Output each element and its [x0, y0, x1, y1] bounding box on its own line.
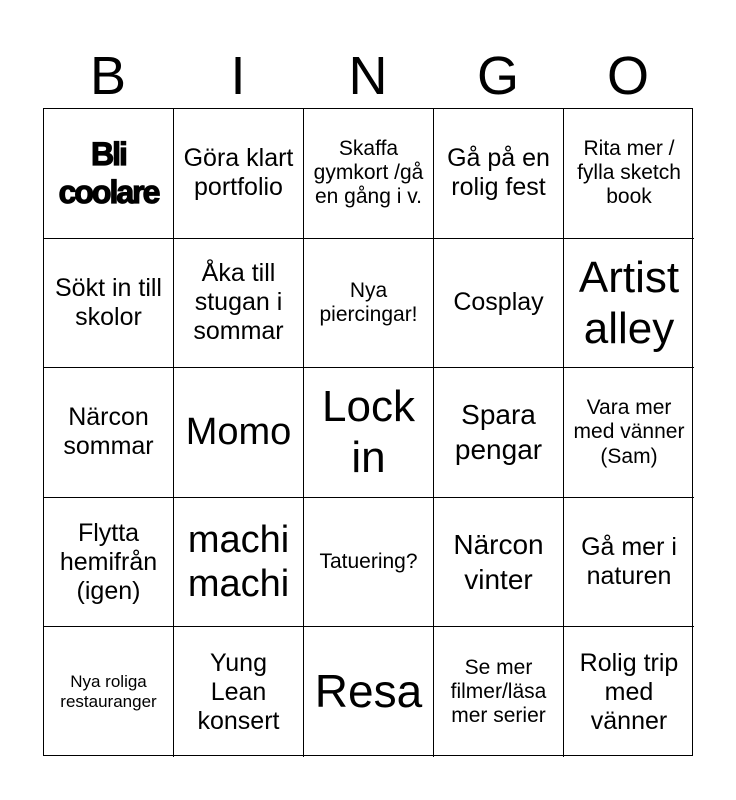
bingo-cell-text: Momo [185, 411, 292, 454]
bingo-cell-text: Spara pengar [454, 399, 543, 466]
bingo-cell-text: Cosplay [453, 288, 544, 317]
bingo-cell-4[interactable] [434, 109, 564, 239]
bingo-cell-17[interactable] [174, 498, 304, 628]
bingo-cell-text: Tatuering? [319, 549, 418, 573]
bingo-cell-text: Gå på en rolig fest [447, 144, 550, 202]
bingo-cell-text: Nya piercingar! [319, 278, 418, 326]
bingo-cell-text: Vara mer med vänner (Sam) [573, 395, 685, 468]
bingo-cell-text: Bli coolare [58, 135, 159, 211]
header-letter-g: G [476, 46, 519, 106]
bingo-cell-text: Rita mer / fylla sketch book [577, 136, 681, 209]
bingo-cell-text: Yung Lean konsert [197, 648, 280, 735]
bingo-cell-text: Skaffa gymkort /gå en gång i v. [313, 136, 424, 209]
bingo-cell-5[interactable] [564, 109, 694, 239]
bingo-cell-19[interactable] [434, 498, 564, 628]
bingo-cell-2[interactable] [174, 109, 304, 239]
bingo-cell-15[interactable] [564, 368, 694, 498]
bingo-header [43, 44, 693, 108]
bingo-cell-text: Artist alley [578, 252, 680, 353]
bingo-cell-8[interactable] [304, 239, 434, 369]
bingo-grid [43, 108, 693, 756]
bingo-cell-text: Lock in [322, 382, 415, 483]
bingo-cell-20[interactable] [564, 498, 694, 628]
bingo-cell-16[interactable] [44, 498, 174, 628]
bingo-cell-11[interactable] [44, 368, 174, 498]
bingo-cell-12[interactable] [174, 368, 304, 498]
bingo-cell-10[interactable] [564, 239, 694, 369]
bingo-cell-7[interactable] [174, 239, 304, 369]
bingo-cell-text: Rolig trip med vänner [579, 648, 679, 735]
bingo-cell-text: machi machi [187, 519, 290, 606]
bingo-cell-text: Se mer filmer/läsa mer serier [450, 655, 547, 728]
bingo-cell-22[interactable] [174, 627, 304, 757]
bingo-cell-text: Närcon vinter [453, 529, 544, 596]
bingo-cell-text: Åka till stugan i sommar [193, 259, 284, 346]
bingo-cell-18[interactable] [304, 498, 434, 628]
bingo-cell-14[interactable] [434, 368, 564, 498]
bingo-cell-text: Göra klart portfolio [183, 144, 294, 202]
bingo-cell-text: Flytta hemifrån (igen) [59, 518, 158, 605]
bingo-cell-1[interactable] [44, 109, 174, 239]
bingo-cell-text: Närcon sommar [63, 403, 154, 461]
bingo-cell-21[interactable] [44, 627, 174, 757]
bingo-cell-9[interactable] [434, 239, 564, 369]
header-letter-b: B [89, 46, 127, 106]
bingo-cell-3[interactable] [304, 109, 434, 239]
header-letter-n: N [348, 46, 388, 106]
bingo-cell-text: Sökt in till skolor [55, 273, 162, 331]
header-letter-o: O [606, 46, 649, 106]
bingo-cell-text: Gå mer i naturen [581, 533, 677, 591]
bingo-cell-text: Resa [314, 665, 423, 718]
bingo-cell-23[interactable] [304, 627, 434, 757]
bingo-cell-6[interactable] [44, 239, 174, 369]
header-letter-i: I [230, 46, 246, 106]
bingo-cell-25[interactable] [564, 627, 694, 757]
bingo-cell-24[interactable] [434, 627, 564, 757]
bingo-cell-text: Nya roliga restauranger [60, 672, 157, 712]
bingo-cell-13[interactable] [304, 368, 434, 498]
